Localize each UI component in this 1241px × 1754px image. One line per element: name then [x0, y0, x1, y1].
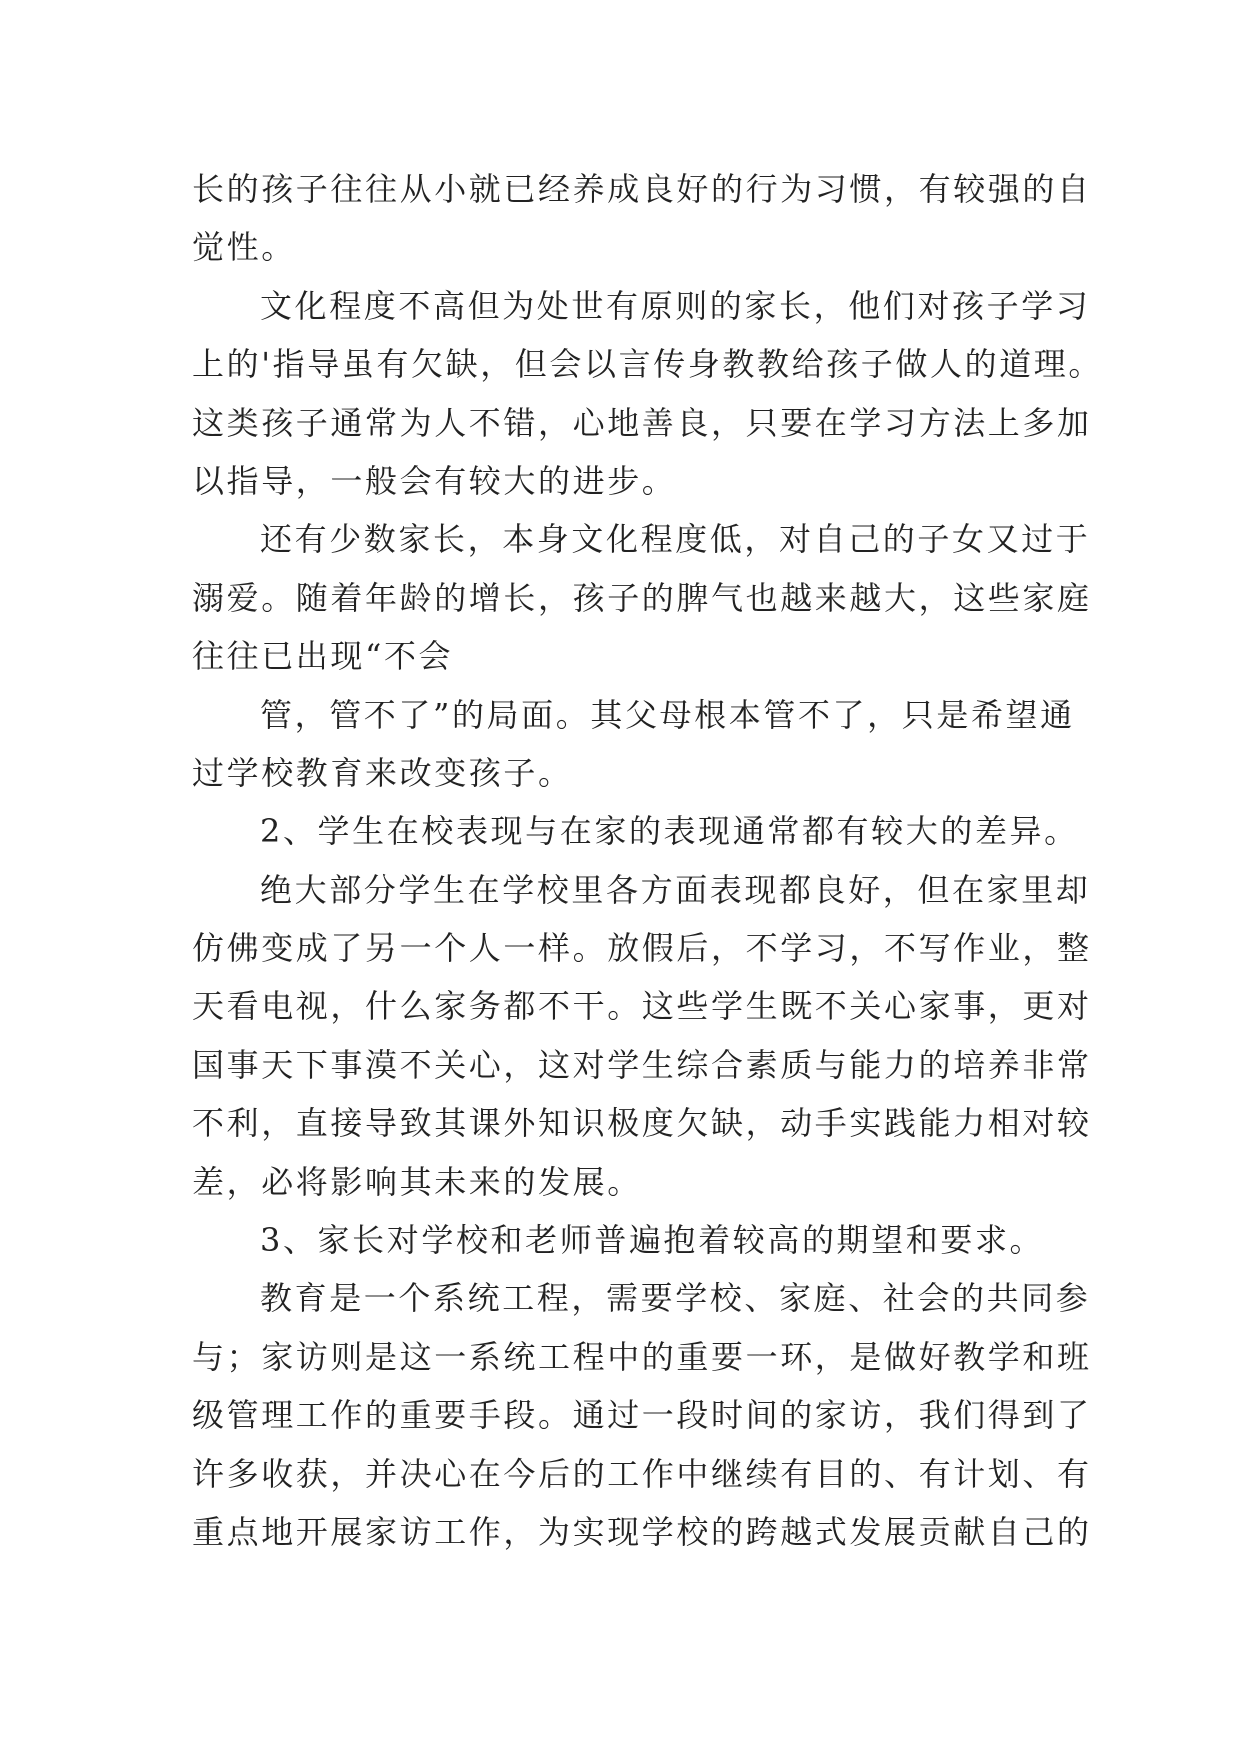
- document-body: [192, 160, 1103, 1561]
- text-line: 溺爱。随着年龄的增长，孩子的脾气也越来越大，这些家庭: [192, 578, 1092, 617]
- text-line: 仿佛变成了另一个人一样。放假后，不学习，不写作业，整: [192, 929, 1092, 968]
- text-line: 与；家访则是这一系统工程中的重要一环，是做好教学和班: [192, 1337, 1092, 1376]
- text-line: 国事天下事漠不关心，这对学生综合素质与能力的培养非常: [192, 1045, 1092, 1084]
- text-line: 绝大部分学生在学校里各方面表现都良好，但在家里却: [260, 870, 1091, 909]
- text-line: 还有少数家长，本身文化程度低，对自己的子女又过于: [260, 520, 1091, 559]
- text-line: 天看电视，什么家务都不干。这些学生既不关心家事，更对: [192, 987, 1092, 1026]
- text-line: 差，必将影响其未来的发展。: [192, 1162, 642, 1201]
- text-line: 级管理工作的重要手段。通过一段时间的家访，我们得到了: [192, 1396, 1092, 1435]
- text-line: 上的'指导虽有欠缺，但会以言传身教教给孩子做人的道理。: [192, 345, 1103, 384]
- text-line: 文化程度不高但为处世有原则的家长，他们对孩子学习: [260, 286, 1091, 325]
- text-line: 这类孩子通常为人不错，心地善良，只要在学习方法上多加: [192, 403, 1092, 442]
- text-line: 3、家长对学校和老师普遍抱着较高的期望和要求。: [260, 1221, 1045, 1260]
- text-line: 不利，直接导致其课外知识极度欠缺，动手实践能力相对较: [192, 1104, 1092, 1143]
- text-line: 许多收获，并决心在今后的工作中继续有目的、有计划、有: [192, 1454, 1092, 1493]
- text-line: 往往已出现“不会: [192, 637, 454, 676]
- text-line: 2、学生在校表现与在家的表现通常都有较大的差异。: [260, 812, 1079, 851]
- text-line: 管，管不了”的局面。其父母根本管不了，只是希望通: [260, 695, 1075, 734]
- text-line: 觉性。: [192, 228, 296, 267]
- text-line: 重点地开展家访工作，为实现学校的跨越式发展贡献自己的: [192, 1512, 1092, 1551]
- text-line: 教育是一个系统工程，需要学校、家庭、社会的共同参: [260, 1279, 1091, 1318]
- text-line: 长的孩子往往从小就已经养成良好的行为习惯，有较强的自: [192, 170, 1092, 208]
- text-line: 过学校教育来改变孩子。: [192, 753, 573, 792]
- text-line: 以指导，一般会有较大的进步。: [192, 461, 677, 500]
